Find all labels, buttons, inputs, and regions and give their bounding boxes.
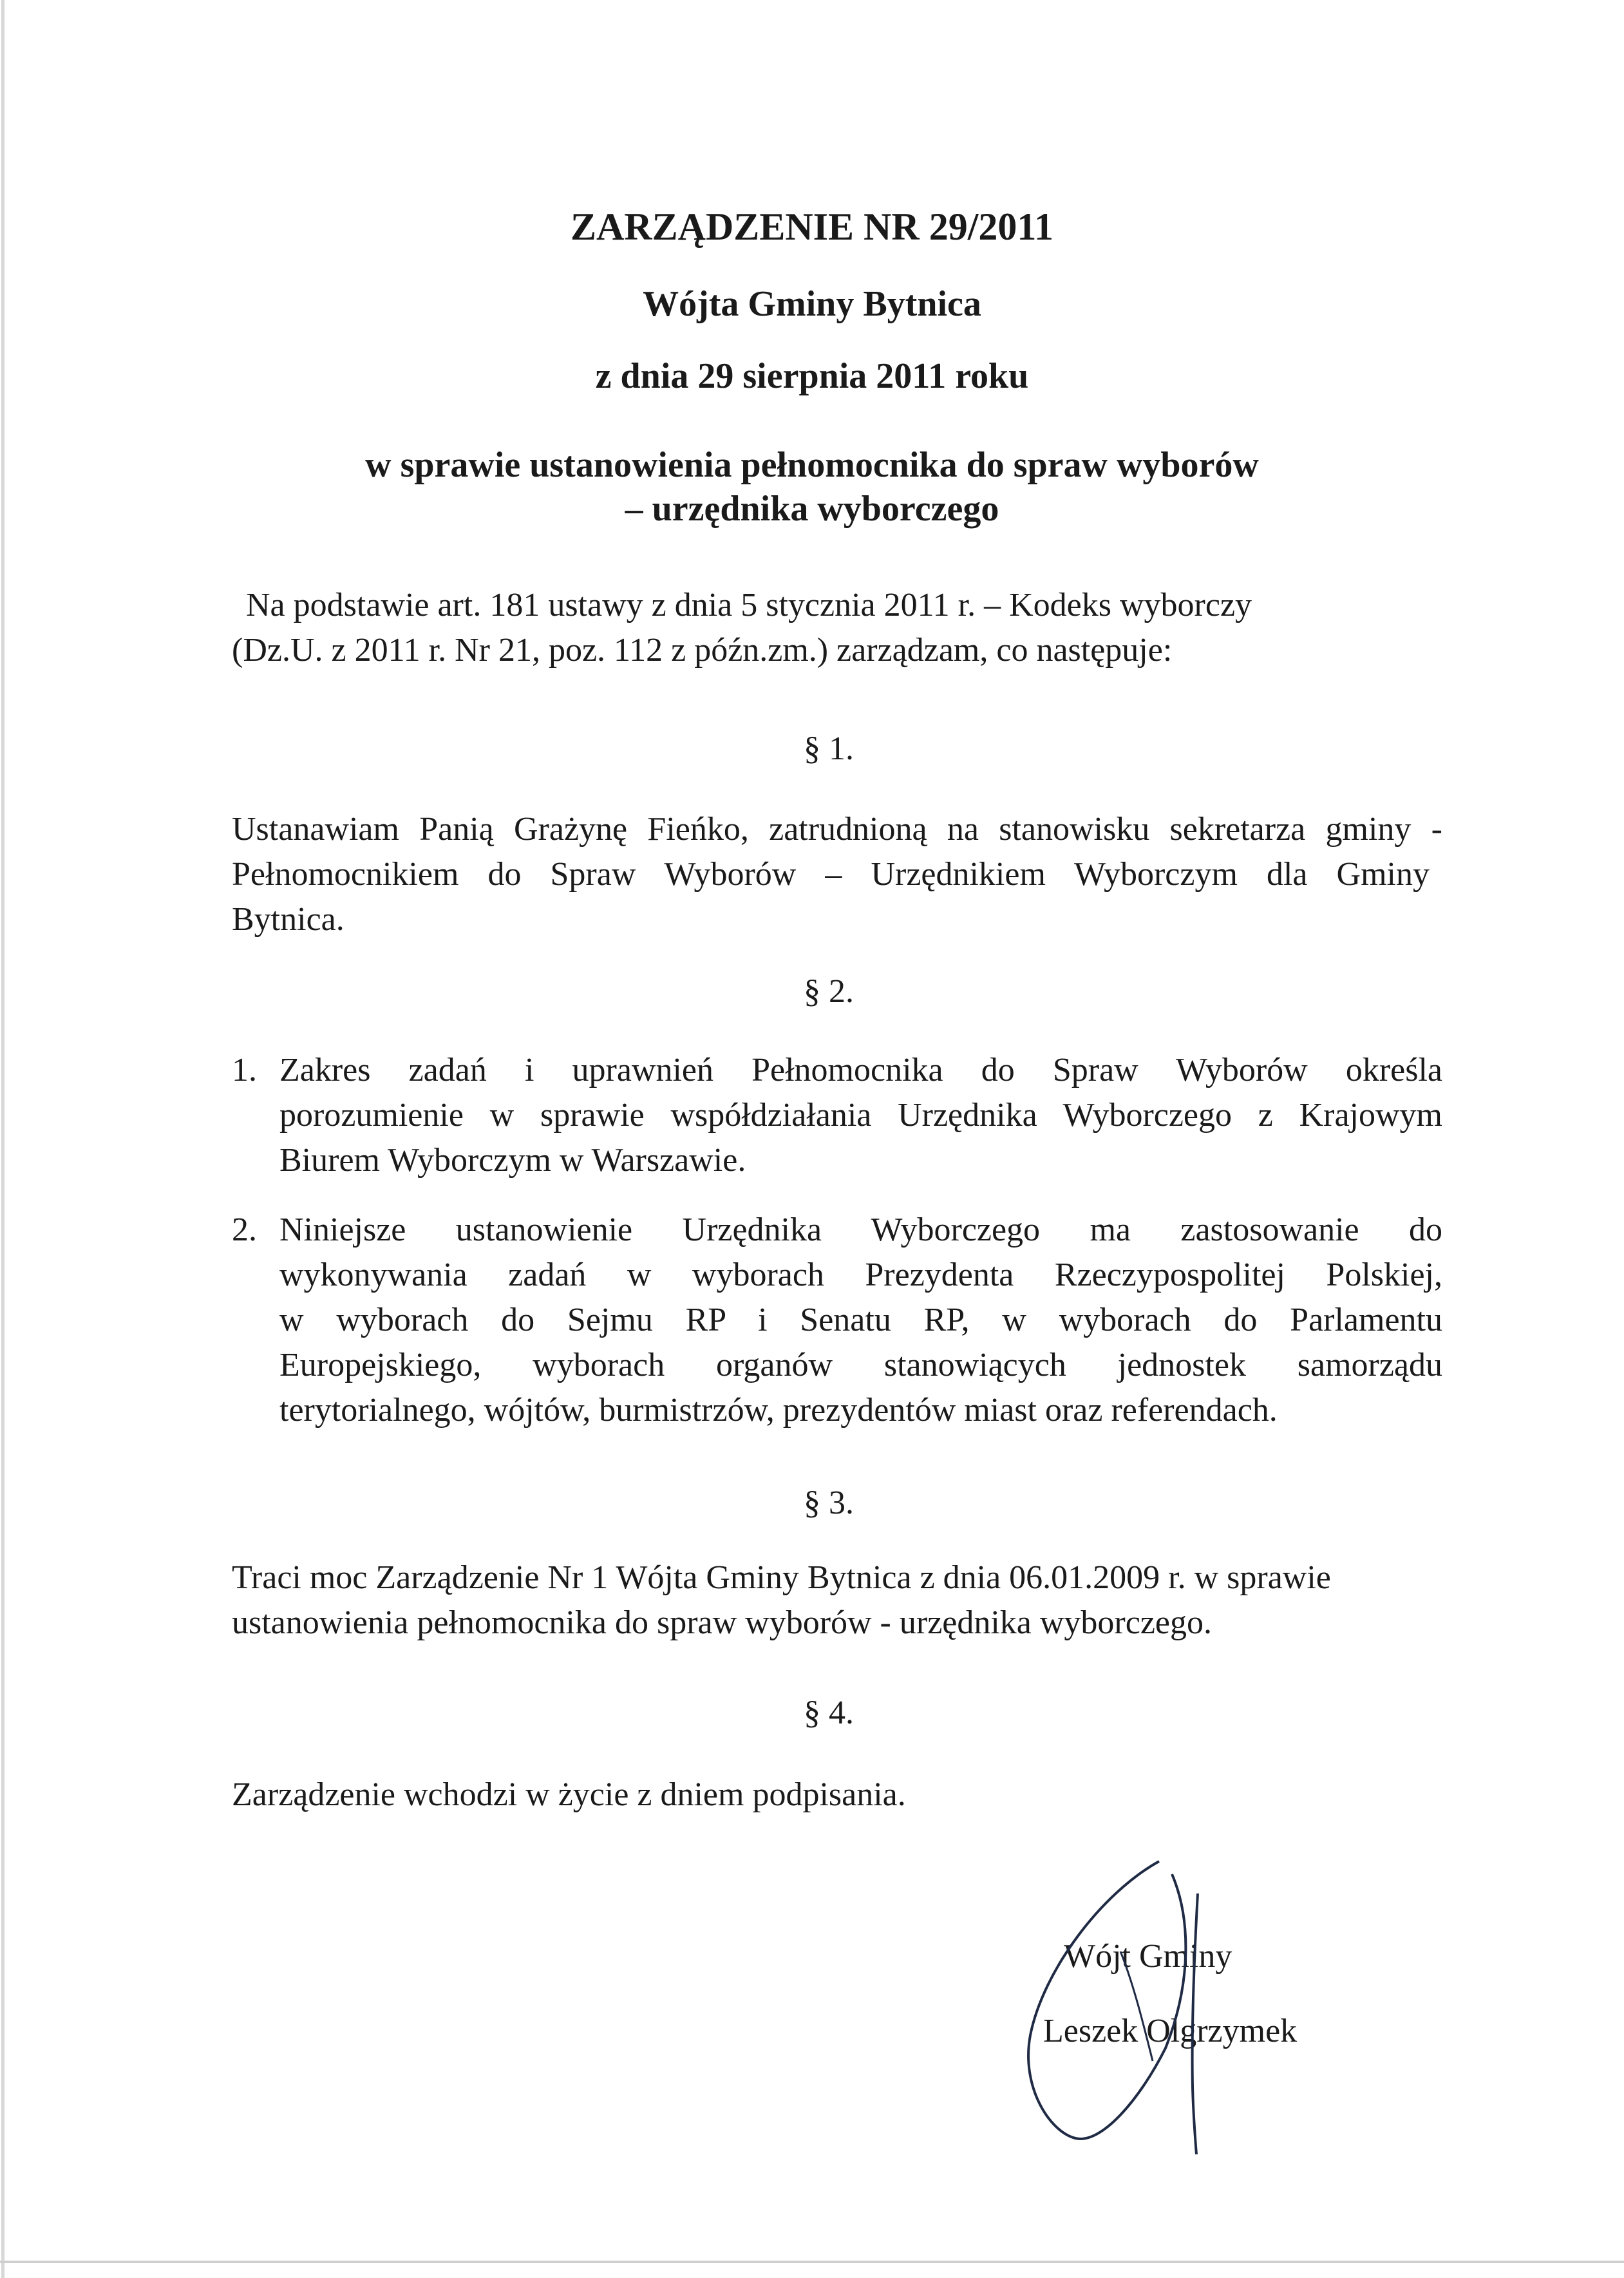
section-2-item-2-line: Niniejsze ustanowienie Urzędnika Wyborczego ma zastosowanie do [279,1211,1442,1248]
signature-stroke [1120,1951,1153,2061]
section-2-item-2-line: terytorialnego, wójtów, burmistrzów, prezydentów miast oraz referendach. [279,1392,1278,1428]
list-number: 2. [232,1211,257,1248]
subject-line-2: – urzędnika wyborczego [625,489,999,529]
section-2-item-1-line: Zakres zadań i uprawnień Pełnomocnika do Spraw Wyborów określa [279,1052,1442,1088]
document-date: z dnia 29 sierpnia 2011 roku [595,356,1029,396]
section-1-line: Pełnomocnikiem do Spraw Wyborów – Urzędnikiem Wyborczym dla Gminy [232,856,1430,893]
scan-edge-bottom [0,2261,1624,2263]
subject-line-1: w sprawie ustanowienia pełnomocnika do spraw wyborów [365,445,1259,485]
section-mark: § 3. [804,1485,854,1521]
section-mark: § 2. [804,973,854,1010]
signature-stroke [1028,1861,1185,2139]
signature-stroke [1193,1894,1198,2154]
section-2-item-1-line: porozumienie w sprawie współdziałania Urzędnika Wyborczego z Krajowym [279,1097,1442,1134]
section-2-item-2-line: Europejskiego, wyborach organów stanowiących jednostek samorządu [279,1347,1442,1383]
section-2-item-2-line: wykonywania zadań w wyborach Prezydenta Rzeczypospolitej Polskiej, [279,1257,1442,1293]
handwritten-signature [1005,1855,1223,2158]
signatory-name: Leszek Olgrzymek [1043,2013,1298,2049]
section-mark: § 4. [804,1694,854,1731]
document-title: ZARZĄDZENIE NR 29/2011 [570,205,1054,248]
section-1-line: Ustanawiam Panią Grażynę Fieńko, zatrudnioną na stanowisku sekretarza gminy - [232,811,1442,848]
document-issuer: Wójta Gminy Bytnica [643,284,981,324]
preamble-line-2: (Dz.U. z 2011 r. Nr 21, poz. 112 z późn.zm.) zarządzam, co następuje: [232,632,1173,669]
section-2-item-2-line: w wyborach do Sejmu RP i Senatu RP, w wyborach do Parlamentu [279,1302,1442,1338]
section-mark: § 1. [804,730,854,767]
preamble-line-1: Na podstawie art. 181 ustawy z dnia 5 stycznia 2011 r. – Kodeks wyborczy [246,587,1252,623]
section-1-line: Bytnica. [232,901,345,938]
section-3-line: Traci moc Zarządzenie Nr 1 Wójta Gminy Bytnica z dnia 06.01.2009 r. w sprawie [232,1559,1331,1596]
list-number: 1. [232,1052,257,1088]
section-3-line: ustanowienia pełnomocnika do spraw wyborów - urzędnika wyborczego. [232,1604,1212,1641]
section-4-line: Zarządzenie wchodzi w życie z dniem podpisania. [232,1776,906,1813]
section-2-item-1-line: Biurem Wyborczym w Warszawie. [279,1142,746,1179]
scan-edge [1,0,5,2278]
signatory-position: Wójt Gminy [1064,1938,1232,1975]
